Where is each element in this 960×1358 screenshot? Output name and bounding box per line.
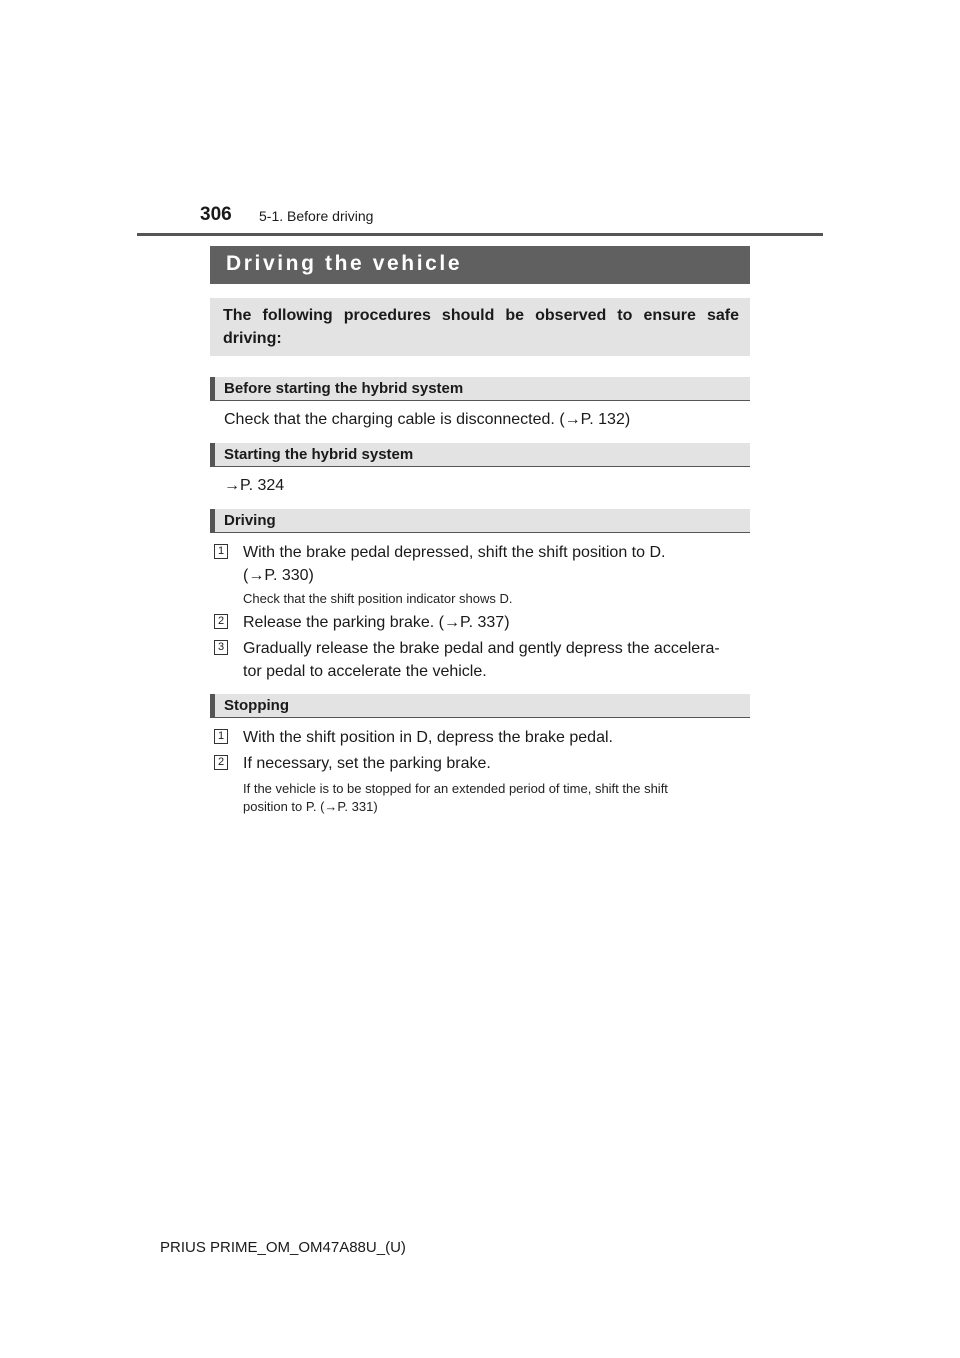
step-number-badge: 1 xyxy=(214,544,228,559)
heading-before-starting xyxy=(210,377,750,401)
stopping-step-1-line-1: With the shift position in D, depress the brake pedal. xyxy=(243,729,613,746)
heading-starting-label: Starting the hybrid system xyxy=(224,446,414,463)
header-divider xyxy=(137,233,823,236)
driving-step-1-line-2: (→P. 330) xyxy=(243,567,314,584)
intro-text: The following procedures should be observed to ensure safe driving: xyxy=(223,307,739,347)
driving-step-3-line-2: tor pedal to accelerate the vehicle. xyxy=(243,663,487,680)
intro-box xyxy=(210,298,750,356)
page-number: 306 xyxy=(200,204,232,225)
step-number-badge: 1 xyxy=(214,729,228,744)
driving-step-1-note: Check that the shift position indicator shows D. xyxy=(243,591,513,606)
heading-before-starting-label: Before starting the hybrid system xyxy=(224,380,464,397)
driving-step-3-line-1: Gradually release the brake pedal and gently depress the accelera- xyxy=(243,640,720,657)
stopping-step-2-line-1: If necessary, set the parking brake. xyxy=(243,755,491,772)
driving-step-2-line-1: Release the parking brake. (→P. 337) xyxy=(243,614,510,631)
page-title-banner xyxy=(210,246,750,284)
page-title: Driving the vehicle xyxy=(226,252,463,275)
document-footer: PRIUS PRIME_OM_OM47A88U_(U) xyxy=(160,1239,406,1256)
heading-stopping xyxy=(210,694,750,718)
heading-starting xyxy=(210,443,750,467)
step-number-badge: 2 xyxy=(214,755,228,770)
step-number-badge: 3 xyxy=(214,640,228,655)
starting-text: →P. 324 xyxy=(224,477,285,494)
stopping-step-2-note-line-1: If the vehicle is to be stopped for an extended period of time, shift the shift xyxy=(243,781,668,796)
section-reference: 5-1. Before driving xyxy=(259,208,374,224)
heading-stopping-label: Stopping xyxy=(224,697,289,714)
page-header xyxy=(200,204,820,234)
heading-driving-label: Driving xyxy=(224,512,276,529)
heading-driving xyxy=(210,509,750,533)
step-number-badge: 2 xyxy=(214,614,228,629)
stopping-step-2-note-line-2: position to P. (→P. 331) xyxy=(243,799,378,814)
driving-step-1-line-1: With the brake pedal depressed, shift the shift position to D. xyxy=(243,544,666,561)
before-starting-text: Check that the charging cable is disconnected. (→P. 132) xyxy=(224,411,631,428)
